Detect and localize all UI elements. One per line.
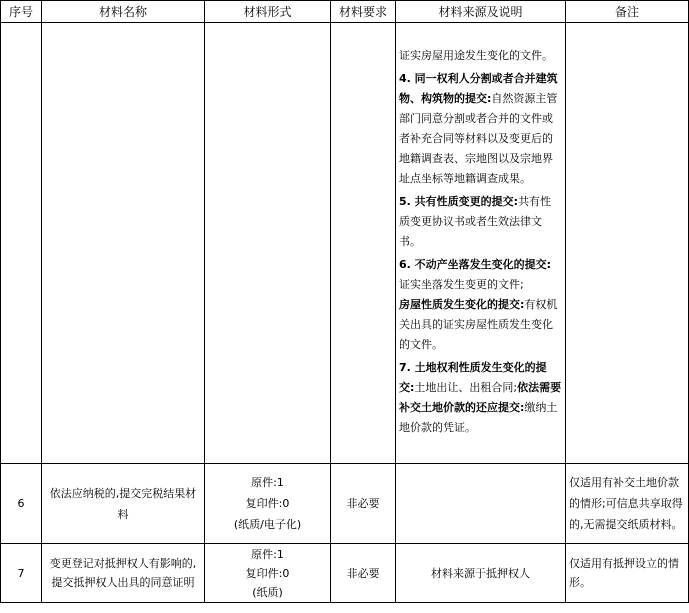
- table-row-continuation: [1, 23, 689, 464]
- cell-requirement-empty: [331, 23, 396, 464]
- row6-form-copy: 复印件:0: [245, 497, 290, 510]
- row6-form-original: 原件:1: [251, 476, 284, 489]
- row6-requirement: 非必要: [331, 464, 396, 544]
- desc-item-5-body: 共有性质变更协议书或者生效法律文书。: [399, 194, 552, 248]
- cell-no-empty: [1, 23, 42, 464]
- header-note: 备注: [566, 1, 689, 23]
- desc-item-4: [399, 69, 562, 189]
- desc-item-6b-label: 房屋性质发生变化的提交:: [399, 297, 525, 311]
- row6-note: 仅适用有补交土地价款的情形;可信息共享取得的,无需提交纸质材料。: [566, 464, 689, 544]
- desc-item-6: [399, 255, 562, 355]
- header-source: 材料来源及说明: [396, 1, 566, 23]
- cell-note-empty: [566, 23, 689, 464]
- header-no: 序号: [1, 1, 42, 23]
- row7-name: 变更登记对抵押权人有影响的,提交抵押权人出具的同意证明: [42, 544, 205, 603]
- desc-intro: 证实房屋用途发生变化的文件。: [399, 48, 553, 62]
- table-row-6: [1, 464, 689, 544]
- desc-item-5-label: 5. 共有性质变更的提交:: [399, 194, 519, 208]
- header-name: 材料名称: [42, 1, 205, 23]
- cell-source-description: [396, 23, 566, 464]
- row7-no: 7: [1, 544, 42, 603]
- row6-no: 6: [1, 464, 42, 544]
- row6-source: [396, 464, 566, 544]
- desc-item-6-body: 证实坐落发生变更的文件;: [399, 277, 524, 291]
- desc-item-7b-body: 缴纳土地价款的凭证。: [399, 400, 558, 434]
- desc-item-6-label: 6. 不动产坐落发生变化的提交:: [399, 257, 552, 271]
- cell-form-empty: [205, 23, 331, 464]
- desc-item-5: [399, 192, 562, 252]
- desc-item-6b-body: 有权机关出具的证实房屋性质发生变化的文件。: [399, 297, 558, 351]
- desc-item-7-label: 7. 土地权利性质发生变化的提交:: [399, 360, 547, 394]
- row7-form-original: 原件:1: [251, 547, 284, 561]
- desc-item-4-body: 自然资源主管部门同意分割或者合并的文件或者补充合同等材料以及变更后的地籍调查表、宗地图以及宗地界址点坐标等地籍调查成果。: [399, 91, 558, 185]
- desc-item-7b-label: 依法需要补交土地价款的还应提交:: [399, 380, 562, 414]
- row7-source: 材料来源于抵押权人: [396, 544, 566, 603]
- desc-item-4-label: 4. 同一权利人分割或者合并建筑物、构筑物的提交:: [399, 71, 558, 105]
- desc-item-7: [399, 358, 562, 438]
- cell-name-empty: [42, 23, 205, 464]
- header-form: 材料形式: [205, 1, 331, 23]
- row7-requirement: 非必要: [331, 544, 396, 603]
- row6-form-medium: (纸质/电子化): [233, 518, 302, 531]
- row6-name: 依法应纳税的,提交完税结果材料: [42, 464, 205, 544]
- table-row-7: [1, 544, 689, 603]
- row7-form-medium: (纸质): [252, 585, 283, 599]
- row7-note: 仅适用有抵押设立的情形。: [566, 544, 689, 603]
- row6-form: [205, 464, 331, 544]
- row7-form: [205, 544, 331, 603]
- header-requirement: 材料要求: [331, 1, 396, 23]
- row7-form-copy: 复印件:0: [245, 566, 290, 580]
- header-row: [1, 1, 689, 23]
- desc-item-7-body: 土地出让、出租合同;: [414, 380, 518, 394]
